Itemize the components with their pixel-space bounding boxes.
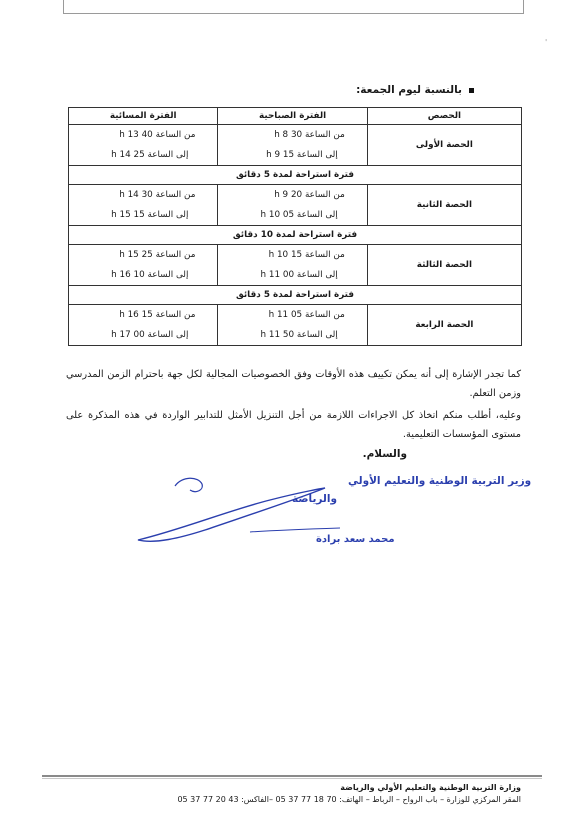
slot-from: من الساعة 30 h 8 xyxy=(274,130,345,140)
break-label: فترة استراحة لمدة 10 دقائق xyxy=(69,226,522,245)
closing-greeting: والسلام. xyxy=(362,448,407,460)
session-name: الحصة الثانية xyxy=(367,185,521,226)
signature-title-line1: وزير التربية الوطنية والتعليم الأولي xyxy=(348,475,532,487)
slot-from: من الساعة 25 h 15 xyxy=(119,250,196,260)
morning-slot xyxy=(218,185,367,226)
slot-to: إلى الساعة 15 h 9 xyxy=(266,150,338,160)
table-header-row xyxy=(69,108,522,125)
friday-heading-text: بالنسبة ليوم الجمعة: xyxy=(356,84,462,96)
slot-to: إلى الساعة 50 h 11 xyxy=(260,330,338,340)
header-evening: الفترة المسائية xyxy=(69,108,218,125)
slot-from: من الساعة 20 h 9 xyxy=(274,190,345,200)
footer-rule xyxy=(42,775,542,777)
signature-underline xyxy=(250,528,340,532)
evening-slot xyxy=(69,245,218,286)
session-name: الحصة الأولى xyxy=(367,125,521,166)
session-name: الحصة الثالثة xyxy=(367,245,521,286)
table-row xyxy=(69,125,522,166)
morning-slot xyxy=(218,305,367,346)
morning-slot xyxy=(218,125,367,166)
signature-block xyxy=(120,458,532,553)
signature-flourish xyxy=(175,478,202,491)
top-frame-rule xyxy=(63,0,524,14)
table-row xyxy=(69,305,522,346)
break-label: فترة استراحة لمدة 5 دقائق xyxy=(69,166,522,185)
slot-to: إلى الساعة 00 h 11 xyxy=(260,270,338,280)
slot-to: إلى الساعة 25 h 14 xyxy=(111,150,189,160)
note-paragraph: كما تجدر الإشارة إلى أنه يمكن تكييف هذه الأوقات وفق الخصوصيات المجالية لكل جهة باحترام الزمن المدرسي وزمن التعلم. xyxy=(66,369,521,399)
break-row xyxy=(69,166,522,185)
square-bullet-icon xyxy=(469,88,474,93)
corner-mark: ' xyxy=(545,38,548,47)
signature-title-line2: والرياضة xyxy=(292,493,337,505)
session-name: الحصة الرابعة xyxy=(367,305,521,346)
header-morning: الفترة الصباحية xyxy=(218,108,367,125)
evening-slot xyxy=(69,185,218,226)
footer-ministry-name: وزارة التربية الوطنية والتعليم الأولي والرياضة xyxy=(340,783,521,792)
instruction-paragraph: وعليه، أطلب منكم اتخاذ كل الاجراءات اللازمة من أجل التنزيل الأمثل للتدابير الواردة في هذه المذكرة على مستوى المؤسسات التعليمية. xyxy=(66,410,521,440)
slot-from: من الساعة 15 h 16 xyxy=(119,310,196,320)
slot-from: من الساعة 40 h 13 xyxy=(119,130,196,140)
footer-contact: المقر المركزي للوزارة – باب الرواح – الرباط – الهاتف: 70 18 77 37 05 –الفاكس: 43 20 77 37 05 xyxy=(177,795,521,804)
evening-slot xyxy=(69,125,218,166)
slot-from: من الساعة 05 h 11 xyxy=(268,310,345,320)
break-label: فترة استراحة لمدة 5 دقائق xyxy=(69,286,522,305)
signature-name: محمد سعد برادة xyxy=(316,534,395,545)
slot-from: من الساعة 15 h 10 xyxy=(268,250,345,260)
footer-rule-light xyxy=(42,778,542,779)
slot-to: إلى الساعة 10 h 16 xyxy=(111,270,189,280)
slot-to: إلى الساعة 15 h 15 xyxy=(111,210,189,220)
table-row xyxy=(69,185,522,226)
morning-slot xyxy=(218,245,367,286)
break-row xyxy=(69,286,522,305)
evening-slot xyxy=(69,305,218,346)
slot-to: إلى الساعة 00 h 17 xyxy=(111,330,189,340)
header-sessions: الحصص xyxy=(367,108,521,125)
slot-to: إلى الساعة 05 h 10 xyxy=(260,210,338,220)
slot-from: من الساعة 30 h 14 xyxy=(119,190,196,200)
break-row xyxy=(69,226,522,245)
friday-heading xyxy=(356,84,474,96)
friday-schedule-table xyxy=(68,107,522,346)
table-row xyxy=(69,245,522,286)
